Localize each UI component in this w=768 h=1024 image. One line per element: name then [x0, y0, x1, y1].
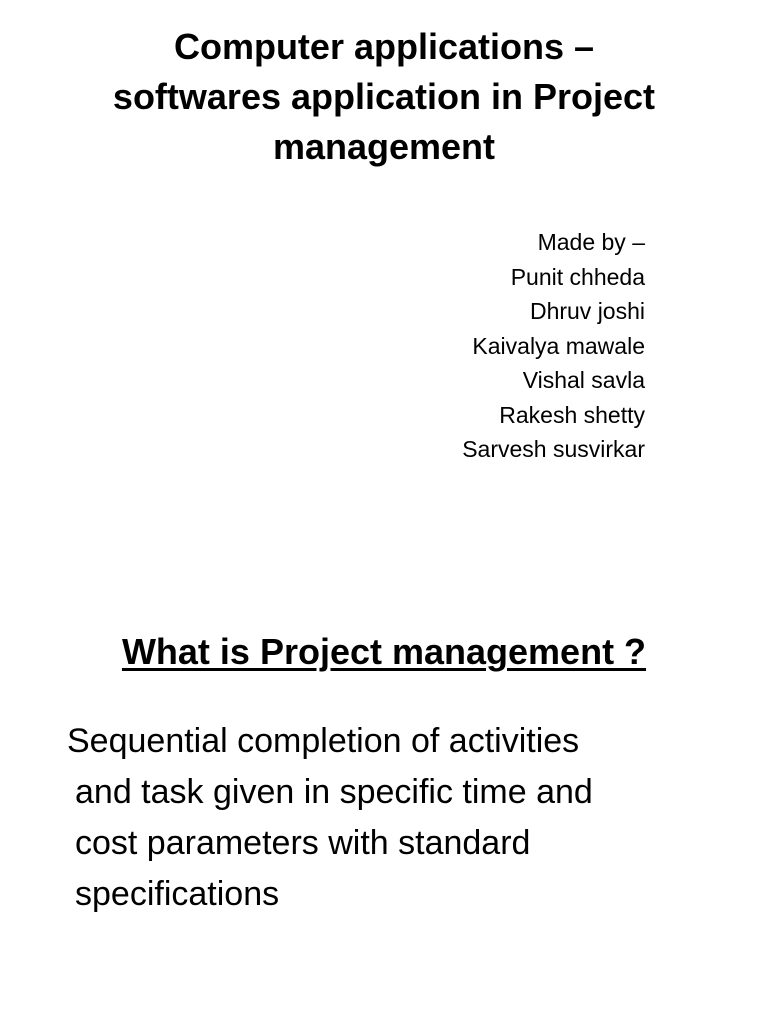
slide-definition	[0, 512, 768, 1024]
author-name: Rakesh shetty	[499, 401, 645, 428]
author-name: Kaivalya mawale	[472, 332, 645, 359]
title-line-3: management	[272, 126, 496, 167]
title-line-2: softwares application in Project	[112, 76, 656, 117]
definition-line-3: cost parameters with standard	[75, 824, 531, 862]
author-list	[462, 225, 645, 467]
definition-heading: What is Project management ?	[121, 631, 647, 672]
definition-line-2: and task given in specific time and	[75, 773, 593, 811]
author-name: Punit chheda	[510, 263, 645, 290]
author-name: Sarvesh susvirkar	[462, 436, 645, 462]
author-name: Dhruv joshi	[529, 298, 645, 324]
title-line-1: Computer applications –	[173, 26, 595, 67]
definition-text	[67, 716, 747, 920]
made-by-label: Made by –	[537, 229, 645, 255]
author-name: Vishal savla	[522, 367, 645, 393]
definition-line-1: Sequential completion of activities	[67, 722, 580, 760]
slide-title-heading	[30, 22, 738, 172]
definition-line-4: specifications	[75, 875, 280, 913]
